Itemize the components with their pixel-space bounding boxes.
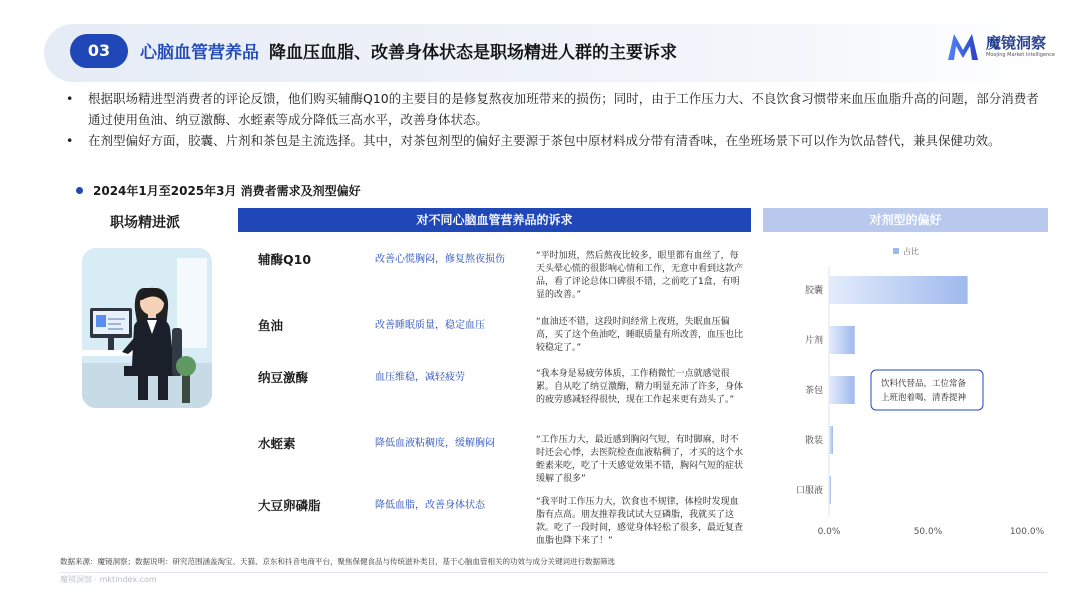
- bullet-item: • 根据职场精进型消费者的评论反馈，他们购买辅酶Q10的主要目的是修复熬夜加班带来的损伤；同时，由于工作压力大、不良饮食习惯带来血压血脂升高的问题，部分消费者通过使用鱼油、纳豆激酶、水蛭素等成分降低三高水平，改善身体状态。: [62, 88, 1042, 130]
- product-name: 纳豆激酶: [258, 370, 309, 385]
- bar: [829, 376, 855, 404]
- brand-sub: Moojing Market Intelligence: [986, 52, 1056, 58]
- product-claim: 血压维稳，减轻疲劳: [375, 372, 465, 383]
- preference-header: 对剂型的偏好: [763, 208, 1048, 232]
- product-claim: 改善心慌胸闷，修复熬夜损伤: [375, 254, 505, 265]
- brand-name: 魔镜洞察: [986, 34, 1047, 52]
- annotation-box: [871, 370, 983, 410]
- category-label: 口服液: [795, 486, 823, 496]
- bar: [829, 426, 833, 454]
- product-quote: “我平时工作压力大，饮食也不规律，体检时发现血脂有点高。朋友推荐我试试大豆磷脂，我就买了这款。吃了一段时间，感觉身体轻松了很多，最近复查血脂也降下来了！”: [536, 497, 744, 546]
- dosage-form-chart: [763, 236, 1048, 541]
- brand-m-icon: [946, 32, 980, 62]
- product-quote: “平时加班，然后熬夜比较多，眼里都有血丝了，每天头晕心慌的很影响心情和工作，无意中看到这款产品，看了评论总体口碑很不错，之前吃了1盒，有明显的改善。”: [536, 251, 744, 300]
- bar: [829, 476, 831, 504]
- legend-label: 占比: [903, 247, 919, 256]
- x-tick-label: 0.0%: [817, 527, 841, 537]
- product-quote: “我本身是易疲劳体质，工作稍微忙一点就感觉很累。自从吃了纳豆激酶，精力明显充沛了许多，身体的疲劳感减轻得很快，现在工作起来更有劲头了。”: [536, 369, 744, 405]
- product-quote: “工作压力大，最近感到胸闷气短，有时脚麻，时不时还会心悸，去医院检查血液粘稠了，才买的这个水蛭素来吃，吃了十天感觉效果不错，胸闷气短的症状缓解了很多”: [536, 435, 744, 484]
- product-name: 水蛭素: [258, 436, 296, 451]
- brand-logo: [946, 32, 1055, 62]
- annotation-text: 饮料代替品，工位常备: [881, 379, 967, 389]
- x-tick-label: 100.0%: [1009, 527, 1045, 537]
- title-category: 心脑血管营养品: [140, 43, 259, 63]
- bar: [829, 276, 968, 304]
- category-label: 片剂: [804, 336, 823, 346]
- bullet-dot-icon: [76, 187, 83, 194]
- data-source-note: 数据来源：魔镜洞察；数据说明：研究范围涵盖淘宝、天猫、京东和抖音电商平台，聚焦保健食品与传统滋补类目，基于心脑血管相关的功效与成分关键词进行数据筛选: [60, 557, 615, 566]
- legend-swatch: [893, 248, 899, 254]
- title-main: 降血压血脂、改善身体状态是职场精进人群的主要诉求: [269, 43, 677, 63]
- bar: [829, 326, 855, 354]
- page-title: [140, 38, 677, 63]
- bullet-list: [62, 88, 1042, 151]
- watermark: 魔镜洞察 · mktindex.com: [60, 575, 157, 584]
- section-title-text: 2024年1月至2025年3月 消费者需求及剂型偏好: [93, 184, 361, 198]
- office-worker-icon: [82, 248, 212, 408]
- persona-illustration: [82, 248, 212, 408]
- product-name: 大豆卵磷脂: [258, 498, 321, 513]
- category-label: 茶包: [804, 386, 823, 396]
- product-name: 鱼油: [258, 318, 284, 333]
- footer-divider: [60, 572, 1048, 573]
- product-claim: 降低血脂，改善身体状态: [375, 500, 485, 511]
- annotation-text: 上班泡着喝，清香提神: [881, 393, 967, 403]
- section-number: 03: [70, 34, 128, 68]
- persona-title: 职场精进派: [110, 215, 180, 231]
- category-label: 散装: [804, 436, 823, 446]
- x-tick-label: 50.0%: [913, 527, 943, 537]
- product-name: 辅酶Q10: [258, 252, 312, 267]
- category-label: 胶囊: [804, 286, 823, 296]
- table-header: 对不同心脑血管营养品的诉求: [238, 208, 751, 232]
- product-quote: “血油还不错，这段时间经常上夜班，失眠血压偏高，买了这个鱼油吃，睡眠质量有所改善，血压也比较稳定了。”: [536, 317, 744, 353]
- section-title: [76, 182, 361, 199]
- product-claim: 改善睡眠质量，稳定血压: [375, 320, 485, 331]
- bullet-item: • 在剂型偏好方面，胶囊、片剂和茶包是主流选择。其中，对茶包剂型的偏好主要源于茶包中原材料成分带有清香味，在坐班场景下可以作为饮品替代，兼具保健功效。: [62, 130, 1042, 151]
- product-claim: 降低血液粘稠度，缓解胸闷: [375, 438, 495, 449]
